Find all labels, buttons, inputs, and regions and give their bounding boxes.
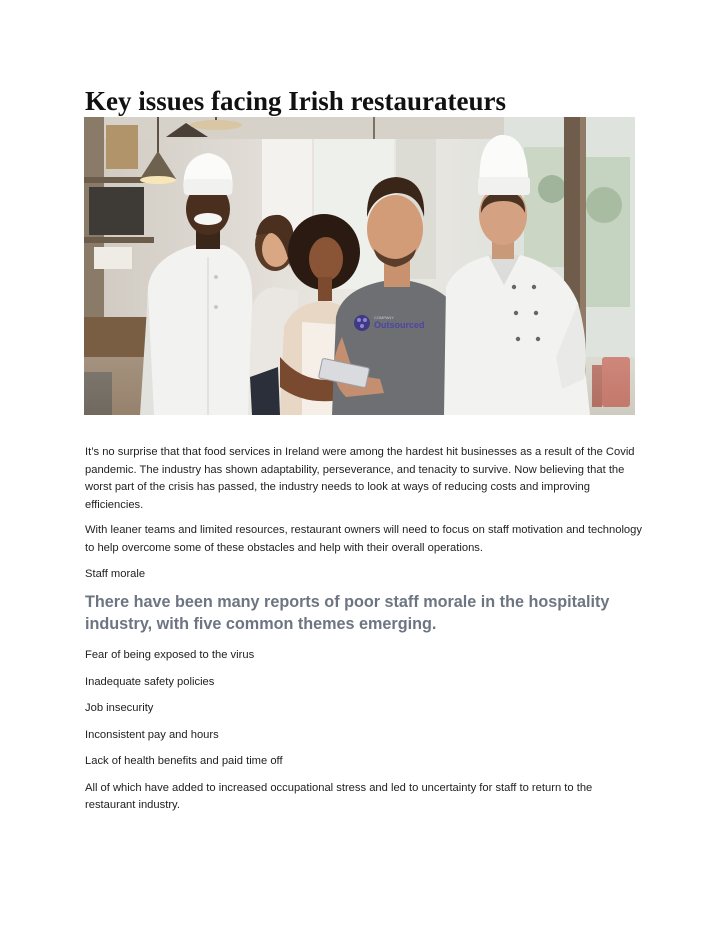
theme-item: Inadequate safety policies [85,675,215,688]
closing-paragraph: All of which have added to increased occupational stress and led to uncertainty for staff to return to the restaurant industry. [85,781,593,812]
theme-item: Inconsistent pay and hours [85,728,219,741]
theme-item: Job insecurity [85,702,154,715]
theme-item: Fear of being exposed to the virus [85,649,255,662]
hero-image [84,117,635,415]
article-body [85,444,645,823]
section-label: Staff morale [85,567,146,580]
section-subheading: There have been many reports of poor staff morale in the hospitality industry, with five common themes emerging. [85,593,610,634]
intro-paragraph: It’s no surprise that that food services in Ireland were among the hardest hit businesses as a result of the Covid pandemic. The industry has shown adaptability, perseverance, and tenacity to survive. Now believing that the worst part of the crisis has passed, the industry needs to look at ways of reducing costs and improving efficiencies. [85,446,635,511]
theme-item: Lack of health benefits and paid time off [85,755,283,768]
second-paragraph: With leaner teams and limited resources, restaurant owners will need to focus on staff motivation and technology to help overcome some of these obstacles and help with their overall operations. [85,524,642,554]
shirt-logo-small: COMPANY [374,315,394,320]
page-title: Key issues facing Irish restaurateurs [85,86,506,116]
shirt-logo-text: Outsourced [374,320,425,330]
